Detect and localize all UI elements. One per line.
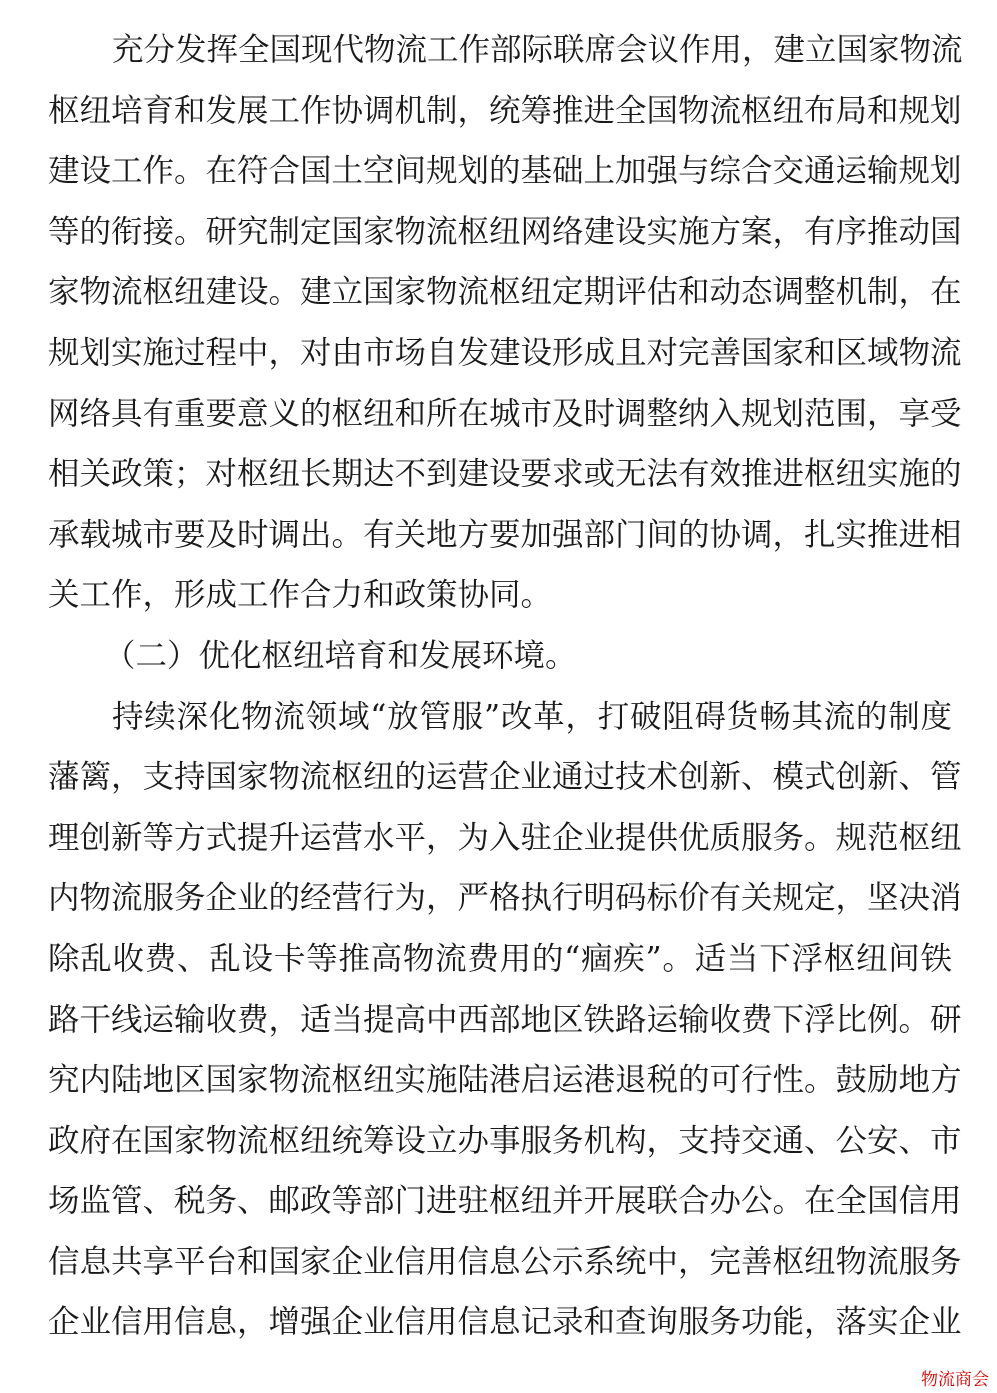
paragraph-line: 场监管、税务、邮政等部门进驻枢纽并开展联合办公。在全国信用 [48, 1183, 962, 1220]
paragraph-line: 相关政策；对枢纽长期达不到建设要求或无法有效推进枢纽实施的 [48, 456, 962, 493]
document-body [48, 20, 963, 1353]
paragraph-line: 除乱收费、乱设卡等推高物流费用的“痼疾”。适当下浮枢纽间铁 [48, 940, 952, 977]
paragraph-line: 家物流枢纽建设。建立国家物流枢纽定期评估和动态调整机制，在 [48, 274, 962, 311]
paragraph-line: 路干线运输收费，适当提高中西部地区铁路运输收费下浮比例。研 [48, 1001, 962, 1038]
paragraph-line: 政府在国家物流枢纽统筹设立办事服务机构，支持交通、公安、市 [48, 1122, 962, 1159]
paragraph-line: 藩篱，支持国家物流枢纽的运营企业通过技术创新、模式创新、管 [48, 759, 962, 796]
paragraph-line: 企业信用信息，增强企业信用信息记录和查询服务功能，落实企业 [48, 1304, 962, 1341]
paragraph-line: 承载城市要及时调出。有关地方要加强部门间的协调，扎实推进相 [48, 516, 962, 553]
paragraph-line: 网络具有重要意义的枢纽和所在城市及时调整纳入规划范围，享受 [48, 395, 962, 432]
watermark-label: 物流商会 [921, 1370, 989, 1390]
paragraph-line: 充分发挥全国现代物流工作部际联席会议作用，建立国家物流 [112, 32, 963, 68]
paragraph-line: 关工作，形成工作合力和政策协同。 [48, 577, 553, 614]
paragraph-line: 枢纽培育和发展工作协调机制，统筹推进全国物流枢纽布局和规划 [48, 92, 962, 129]
paragraph-line: 建设工作。在符合国土空间规划的基础上加强与综合交通运输规划 [48, 153, 962, 190]
paragraph-line: 信息共享平台和国家企业信用信息公示系统中，完善枢纽物流服务 [48, 1243, 962, 1280]
paragraph-line: 规划实施过程中，对由市场自发建设形成且对完善国家和区域物流 [48, 334, 962, 371]
paragraph-line: 究内陆地区国家物流枢纽实施陆港启运港退税的可行性。鼓励地方 [48, 1062, 962, 1099]
paragraph-line: 持续深化物流领域“放管服”改革，打破阻碍货畅其流的制度 [112, 698, 952, 735]
paragraph-line: 内物流服务企业的经营行为，严格执行明码标价有关规定，坚决消 [48, 880, 962, 917]
section-heading: （二）优化枢纽培育和发展环境。 [104, 637, 577, 674]
paragraph-line: 理创新等方式提升运营水平，为入驻企业提供优质服务。规范枢纽 [48, 819, 962, 856]
paragraph-line: 等的衔接。研究制定国家物流枢纽网络建设实施方案，有序推动国 [48, 213, 962, 250]
